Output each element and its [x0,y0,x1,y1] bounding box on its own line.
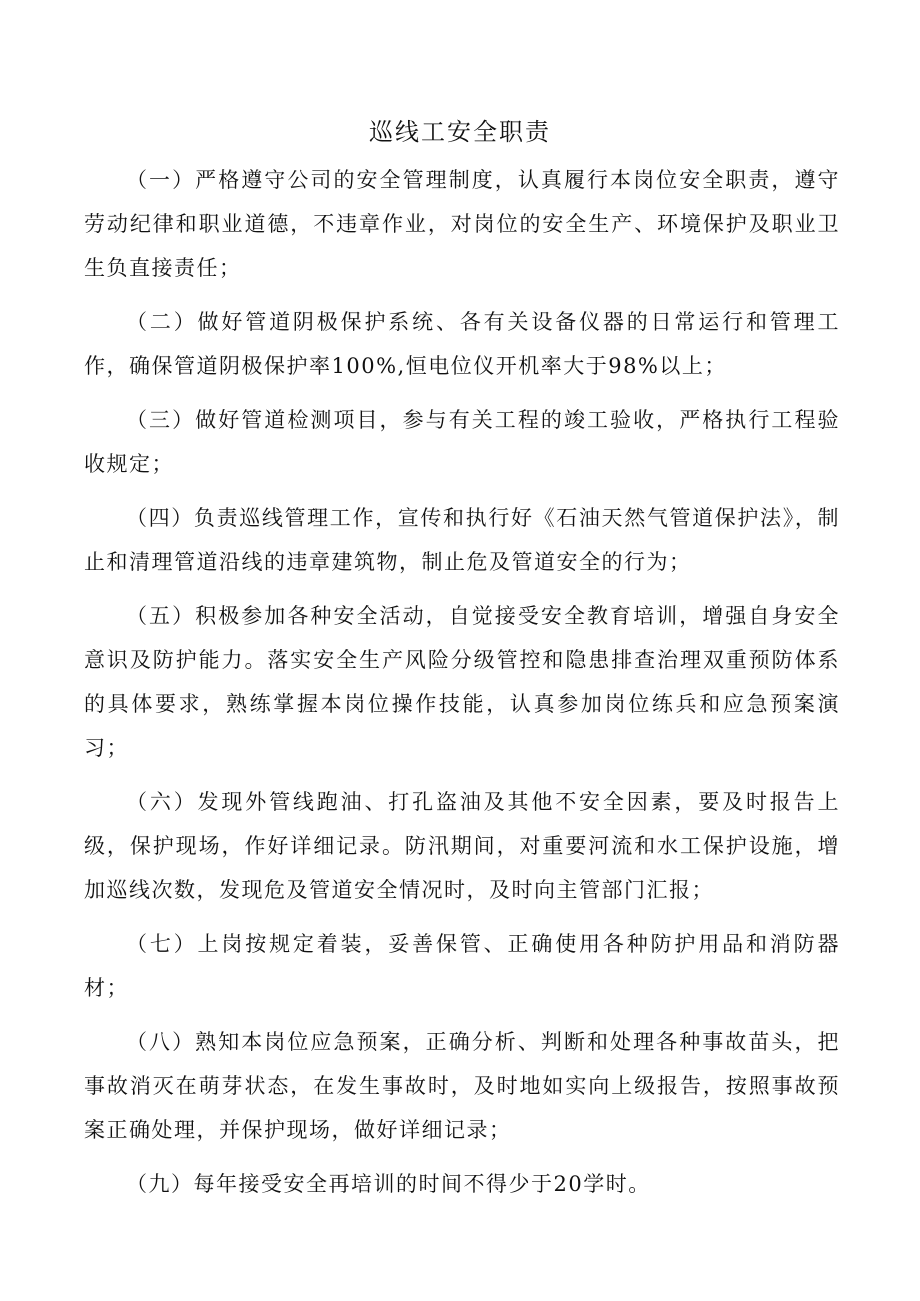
clause-3: （三）做好管道检测项目，参与有关工程的竣工验收，严格执行工程验收规定； [84,408,840,476]
clause-5: （五）积极参加各种安全活动，自觉接受安全教育培训，增强自身安全意识及防护能力。落实安全生产风险分级管控和隐患排查治理双重预防体系的具体要求，熟练掌握本岗位操作技能，认真参加岗位练兵和应急预案演习； [84,604,840,760]
clause-2: （二）做好管道阴极保护系统、各有关设备仪器的日常运行和管理工作，确保管道阴极保护率100%,恒电位仪开机率大于98%以上； [84,310,840,378]
document-title: 巡线工安全职责 [369,118,551,146]
clause-8: （八）熟知本岗位应急预案，正确分析、判断和处理各种事故苗头，把事故消灭在萌芽状态，在发生事故时，及时地如实向上级报告，按照事故预案正确处理，并保护现场，做好详细记录； [84,1030,840,1142]
document-body [84,158,840,1216]
clause-1: （一）严格遵守公司的安全管理制度，认真履行本岗位安全职责，遵守劳动纪律和职业道德，不违章作业，对岗位的安全生产、环境保护及职业卫生负直接责任； [84,168,840,280]
clause-6: （六）发现外管线跑油、打孔盗油及其他不安全因素，要及时报告上级，保护现场，作好详细记录。防汛期间，对重要河流和水工保护设施，增加巡线次数，发现危及管道安全情况时，及时向主管部门汇报； [84,790,840,902]
clause-4: （四）负责巡线管理工作，宣传和执行好《石油天然气管道保护法》，制止和清理管道沿线的违章建筑物，制止危及管道安全的行为； [84,506,840,574]
clause-9: （九）每年接受安全再培训的时间不得少于20学时。 [126,1172,651,1196]
clause-7: （七）上岗按规定着装，妥善保管、正确使用各种防护用品和消防器材； [84,932,840,1000]
